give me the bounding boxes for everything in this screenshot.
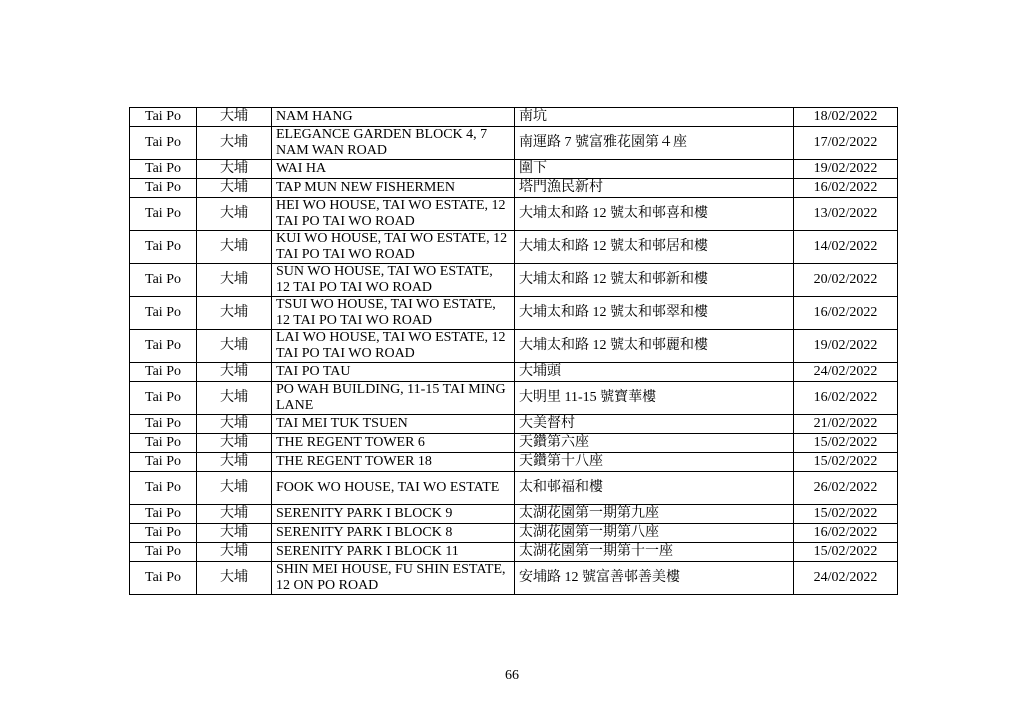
building-name-en-cell: SERENITY PARK I BLOCK 8 bbox=[272, 524, 515, 543]
district-zh-cell: 大埔 bbox=[197, 108, 272, 127]
building-name-en-cell: FOOK WO HOUSE, TAI WO ESTATE bbox=[272, 472, 515, 505]
building-name-en-cell: SERENITY PARK I BLOCK 11 bbox=[272, 543, 515, 562]
date-cell: 16/02/2022 bbox=[794, 382, 898, 415]
table-row bbox=[130, 231, 898, 264]
district-en-cell: Tai Po bbox=[130, 524, 197, 543]
date-cell: 15/02/2022 bbox=[794, 505, 898, 524]
building-name-en-cell: THE REGENT TOWER 6 bbox=[272, 434, 515, 453]
table-row bbox=[130, 472, 898, 505]
district-zh-cell: 大埔 bbox=[197, 363, 272, 382]
district-zh-cell: 大埔 bbox=[197, 127, 272, 160]
building-name-zh-cell: 安埔路 12 號富善邨善美樓 bbox=[515, 562, 794, 595]
district-en-cell: Tai Po bbox=[130, 297, 197, 330]
date-cell: 15/02/2022 bbox=[794, 434, 898, 453]
building-name-en-cell: PO WAH BUILDING, 11-15 TAI MING LANE bbox=[272, 382, 515, 415]
district-zh-cell: 大埔 bbox=[197, 179, 272, 198]
district-en-cell: Tai Po bbox=[130, 160, 197, 179]
building-name-zh-cell: 大埔太和路 12 號太和邨居和樓 bbox=[515, 231, 794, 264]
table-row bbox=[130, 505, 898, 524]
district-zh-cell: 大埔 bbox=[197, 264, 272, 297]
date-cell: 20/02/2022 bbox=[794, 264, 898, 297]
building-name-zh-cell: 大埔太和路 12 號太和邨翠和樓 bbox=[515, 297, 794, 330]
building-name-zh-cell: 塔門漁民新村 bbox=[515, 179, 794, 198]
date-cell: 24/02/2022 bbox=[794, 363, 898, 382]
date-cell: 19/02/2022 bbox=[794, 160, 898, 179]
district-zh-cell: 大埔 bbox=[197, 297, 272, 330]
district-en-cell: Tai Po bbox=[130, 434, 197, 453]
table-row bbox=[130, 179, 898, 198]
table-row bbox=[130, 127, 898, 160]
building-name-zh-cell: 天鑽第六座 bbox=[515, 434, 794, 453]
building-name-en-cell: KUI WO HOUSE, TAI WO ESTATE, 12 TAI PO TAI WO ROAD bbox=[272, 231, 515, 264]
page-number: 66 bbox=[505, 668, 519, 683]
date-cell: 15/02/2022 bbox=[794, 543, 898, 562]
building-name-en-cell: SUN WO HOUSE, TAI WO ESTATE, 12 TAI PO TAI WO ROAD bbox=[272, 264, 515, 297]
district-en-cell: Tai Po bbox=[130, 505, 197, 524]
building-name-en-cell: SHIN MEI HOUSE, FU SHIN ESTATE, 12 ON PO ROAD bbox=[272, 562, 515, 595]
district-en-cell: Tai Po bbox=[130, 382, 197, 415]
district-en-cell: Tai Po bbox=[130, 453, 197, 472]
district-zh-cell: 大埔 bbox=[197, 562, 272, 595]
table-row bbox=[130, 198, 898, 231]
table-row bbox=[130, 415, 898, 434]
district-en-cell: Tai Po bbox=[130, 330, 197, 363]
district-en-cell: Tai Po bbox=[130, 264, 197, 297]
district-en-cell: Tai Po bbox=[130, 231, 197, 264]
buildings-table bbox=[129, 107, 898, 595]
building-name-en-cell: TAI MEI TUK TSUEN bbox=[272, 415, 515, 434]
building-name-zh-cell: 圍下 bbox=[515, 160, 794, 179]
building-name-zh-cell: 南運路 7 號富雅花園第４座 bbox=[515, 127, 794, 160]
date-cell: 19/02/2022 bbox=[794, 330, 898, 363]
table-row bbox=[130, 264, 898, 297]
date-cell: 15/02/2022 bbox=[794, 453, 898, 472]
date-cell: 21/02/2022 bbox=[794, 415, 898, 434]
building-name-zh-cell: 大美督村 bbox=[515, 415, 794, 434]
building-name-zh-cell: 大埔太和路 12 號太和邨新和樓 bbox=[515, 264, 794, 297]
table-row bbox=[130, 543, 898, 562]
district-en-cell: Tai Po bbox=[130, 127, 197, 160]
building-name-en-cell: THE REGENT TOWER 18 bbox=[272, 453, 515, 472]
date-cell: 26/02/2022 bbox=[794, 472, 898, 505]
district-zh-cell: 大埔 bbox=[197, 198, 272, 231]
building-name-en-cell: SERENITY PARK I BLOCK 9 bbox=[272, 505, 515, 524]
district-en-cell: Tai Po bbox=[130, 472, 197, 505]
building-name-zh-cell: 大埔太和路 12 號太和邨麗和樓 bbox=[515, 330, 794, 363]
district-zh-cell: 大埔 bbox=[197, 434, 272, 453]
table-row bbox=[130, 108, 898, 127]
district-en-cell: Tai Po bbox=[130, 543, 197, 562]
building-name-en-cell: ELEGANCE GARDEN BLOCK 4, 7 NAM WAN ROAD bbox=[272, 127, 515, 160]
building-name-zh-cell: 太湖花園第一期第十一座 bbox=[515, 543, 794, 562]
district-zh-cell: 大埔 bbox=[197, 382, 272, 415]
date-cell: 13/02/2022 bbox=[794, 198, 898, 231]
building-name-zh-cell: 大埔頭 bbox=[515, 363, 794, 382]
table-row bbox=[130, 524, 898, 543]
district-zh-cell: 大埔 bbox=[197, 505, 272, 524]
building-name-en-cell: NAM HANG bbox=[272, 108, 515, 127]
district-zh-cell: 大埔 bbox=[197, 543, 272, 562]
table-row bbox=[130, 363, 898, 382]
district-zh-cell: 大埔 bbox=[197, 160, 272, 179]
district-en-cell: Tai Po bbox=[130, 179, 197, 198]
district-zh-cell: 大埔 bbox=[197, 231, 272, 264]
date-cell: 24/02/2022 bbox=[794, 562, 898, 595]
table-row bbox=[130, 330, 898, 363]
building-name-zh-cell: 太和邨福和樓 bbox=[515, 472, 794, 505]
table-row bbox=[130, 453, 898, 472]
building-name-zh-cell: 天鑽第十八座 bbox=[515, 453, 794, 472]
date-cell: 16/02/2022 bbox=[794, 179, 898, 198]
table-row bbox=[130, 562, 898, 595]
district-en-cell: Tai Po bbox=[130, 363, 197, 382]
district-zh-cell: 大埔 bbox=[197, 524, 272, 543]
date-cell: 18/02/2022 bbox=[794, 108, 898, 127]
building-name-en-cell: HEI WO HOUSE, TAI WO ESTATE, 12 TAI PO TAI WO ROAD bbox=[272, 198, 515, 231]
table-row bbox=[130, 297, 898, 330]
district-en-cell: Tai Po bbox=[130, 415, 197, 434]
district-en-cell: Tai Po bbox=[130, 198, 197, 231]
district-zh-cell: 大埔 bbox=[197, 330, 272, 363]
date-cell: 16/02/2022 bbox=[794, 297, 898, 330]
table-row bbox=[130, 382, 898, 415]
building-name-zh-cell: 太湖花園第一期第八座 bbox=[515, 524, 794, 543]
table-row bbox=[130, 434, 898, 453]
building-name-en-cell: WAI HA bbox=[272, 160, 515, 179]
table-row bbox=[130, 160, 898, 179]
building-name-zh-cell: 南坑 bbox=[515, 108, 794, 127]
date-cell: 14/02/2022 bbox=[794, 231, 898, 264]
building-name-en-cell: TAI PO TAU bbox=[272, 363, 515, 382]
district-zh-cell: 大埔 bbox=[197, 415, 272, 434]
date-cell: 16/02/2022 bbox=[794, 524, 898, 543]
district-en-cell: Tai Po bbox=[130, 108, 197, 127]
district-zh-cell: 大埔 bbox=[197, 453, 272, 472]
building-name-en-cell: LAI WO HOUSE, TAI WO ESTATE, 12 TAI PO TAI WO ROAD bbox=[272, 330, 515, 363]
building-name-en-cell: TSUI WO HOUSE, TAI WO ESTATE, 12 TAI PO TAI WO ROAD bbox=[272, 297, 515, 330]
building-name-en-cell: TAP MUN NEW FISHERMEN bbox=[272, 179, 515, 198]
building-name-zh-cell: 大明里 11-15 號寶華樓 bbox=[515, 382, 794, 415]
district-zh-cell: 大埔 bbox=[197, 472, 272, 505]
district-en-cell: Tai Po bbox=[130, 562, 197, 595]
date-cell: 17/02/2022 bbox=[794, 127, 898, 160]
building-name-zh-cell: 大埔太和路 12 號太和邨喜和樓 bbox=[515, 198, 794, 231]
building-name-zh-cell: 太湖花園第一期第九座 bbox=[515, 505, 794, 524]
